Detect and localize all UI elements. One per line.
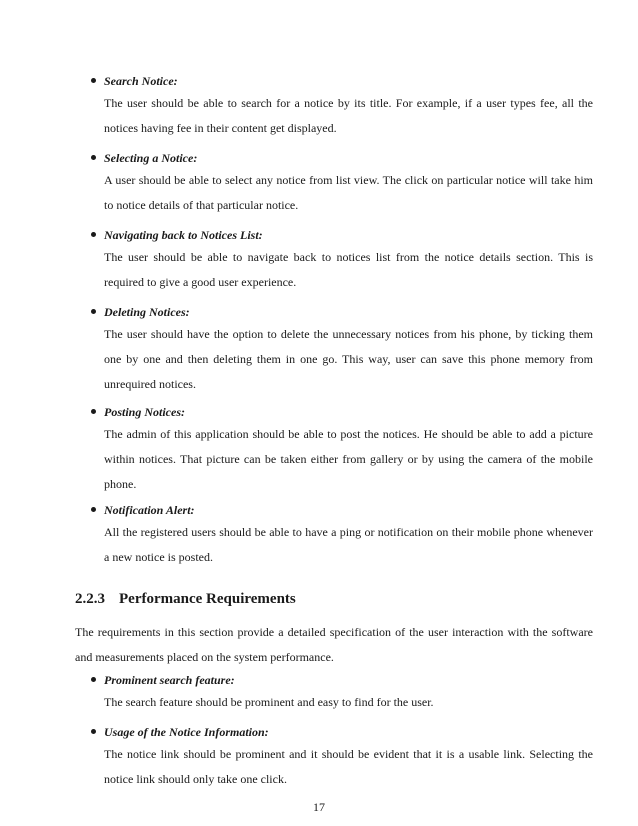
bullet-icon xyxy=(91,155,96,160)
item-body: All the registered users should be able to have a ping or notification on their mobile phone whenever a new notice is posted. xyxy=(104,525,593,564)
page-number: 17 xyxy=(313,800,325,814)
item-body: The search feature should be prominent and easy to find for the user. xyxy=(104,695,434,709)
bullet-icon xyxy=(91,78,96,83)
bullet-icon xyxy=(91,309,96,314)
item-body: The user should be able to search for a notice by its title. For example, if a user types fee, all the notices having fee in their content get displayed. xyxy=(104,96,593,135)
section-intro-paragraph: The requirements in this section provide a detailed specification of the user interaction with the software and measurements placed on the system performance. xyxy=(75,625,593,664)
bullet-icon xyxy=(91,729,96,734)
section-number: 2.2.3 xyxy=(75,591,105,607)
bullet-icon xyxy=(91,409,96,414)
item-title: Selecting a Notice: xyxy=(104,151,198,165)
item-body: The admin of this application should be able to post the notices. He should be able to add a picture within notices. That picture can be taken either from gallery or by using the camera of the mobile phone. xyxy=(104,427,593,491)
item-body: The user should be able to navigate back to notices list from the notice details section. This is required to give a good user experience. xyxy=(104,250,593,289)
item-title: Notification Alert: xyxy=(104,503,195,517)
bullet-icon xyxy=(91,677,96,682)
item-title: Usage of the Notice Information: xyxy=(104,725,269,739)
section-heading xyxy=(75,590,296,608)
item-title: Deleting Notices: xyxy=(104,305,190,319)
item-title: Search Notice: xyxy=(104,74,178,88)
item-body: A user should be able to select any notice from list view. The click on particular notice will take him to notice details of that particular notice. xyxy=(104,173,593,212)
item-body: The notice link should be prominent and it should be evident that it is a usable link. Selecting the notice link should only take one click. xyxy=(104,747,593,786)
item-title: Posting Notices: xyxy=(104,405,185,419)
section-title: Performance Requirements xyxy=(119,591,296,607)
item-title: Prominent search feature: xyxy=(104,673,235,687)
bullet-icon xyxy=(91,232,96,237)
item-title: Navigating back to Notices List: xyxy=(104,228,263,242)
bullet-icon xyxy=(91,507,96,512)
item-body: The user should have the option to delete the unnecessary notices from his phone, by ticking them one by one and then deleting them in one go. This way, user can save this phone memory from unrequired notices. xyxy=(104,327,593,391)
